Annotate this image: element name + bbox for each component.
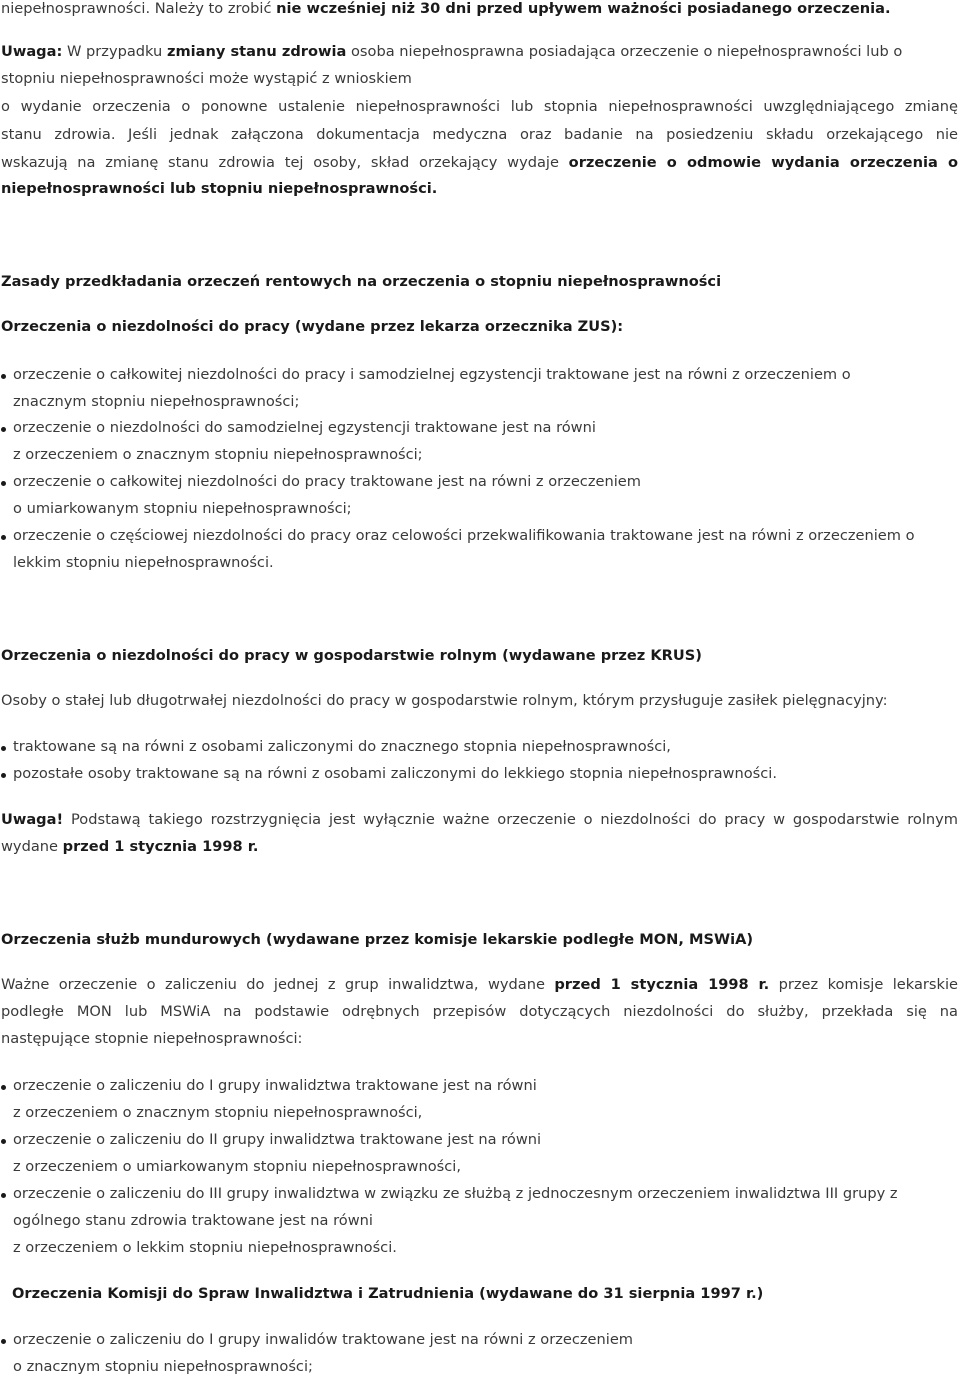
bullet-icon xyxy=(1,1139,6,1144)
zus-heading: Orzeczenia o niezdolności do pracy (wydane przez lekarza orzecznika ZUS): xyxy=(1,318,624,335)
zus-item-2: orzeczenie o niezdolności do samodzielnej egzystencji traktowane jest na równi xyxy=(13,419,596,436)
mon-item-3: orzeczenie o zaliczeniu do III grupy inwalidztwa w związku ze służbą z jednoczesnym orzeczeniem inwalidztwa III grupy z xyxy=(13,1185,898,1202)
bullet-icon xyxy=(1,746,6,751)
krus-item-2: pozostałe osoby traktowane są na równi z osobami zaliczonymi do lekkiego stopnia niepełnosprawności. xyxy=(13,765,777,782)
intro-line-2: Uwaga: W przypadku zmiany stanu zdrowia osoba niepełnosprawna posiadająca orzeczenie o niepełnosprawności lub o xyxy=(1,43,903,60)
zus-item-3: orzeczenie o całkowitej niezdolności do pracy traktowane jest na równi z orzeczeniem xyxy=(13,473,641,490)
intro-line-4: o wydanie orzeczenia o ponowne ustalenie niepełnosprawności lub stopnia niepełnosprawności uwzględniającego zmianę xyxy=(1,98,958,115)
bullet-icon xyxy=(1,1193,6,1198)
krus-item-1: traktowane są na równi z osobami zaliczonymi do znacznego stopnia niepełnosprawności, xyxy=(13,738,671,755)
krus-heading: Orzeczenia o niezdolności do pracy w gospodarstwie rolnym (wydawane przez KRUS) xyxy=(1,647,702,664)
intro-line-6: wskazują na zmianę stanu zdrowia tej osoby, skład orzekający wydaje orzeczenie o odmowie wydania orzeczenia o xyxy=(1,154,959,171)
mon-para-line-1: Ważne orzeczenie o zaliczeniu do jednej z grup inwalidztwa, wydane przed 1 stycznia 1998 r. przez komisje lekarskie xyxy=(1,976,958,993)
mon-item-3-cont: ogólnego stanu zdrowia traktowane jest na równi xyxy=(13,1212,373,1229)
main-heading: Zasady przedkładania orzeczeń rentowych na orzeczenia o stopniu niepełnosprawności xyxy=(1,273,722,290)
bullet-icon xyxy=(1,773,6,778)
mon-item-3-cont-2: z orzeczeniem o lekkim stopniu niepełnosprawności. xyxy=(13,1239,397,1256)
zus-item-2-cont: z orzeczeniem o znacznym stopniu niepełnosprawności; xyxy=(13,446,423,463)
intro-line-1: niepełnosprawności. Należy to zrobić nie wcześniej niż 30 dni przed upływem ważności posiadanego orzeczenia. xyxy=(1,0,891,17)
mon-item-1-cont: z orzeczeniem o znacznym stopniu niepełnosprawności, xyxy=(13,1104,423,1121)
intro-line-5: stanu zdrowia. Jeśli jednak załączona dokumentacja medyczna oraz badanie na posiedzeniu składu orzekającego nie xyxy=(1,126,958,143)
zus-item-1-cont: znacznym stopniu niepełnosprawności; xyxy=(13,393,300,410)
mon-para-line-2: podległe MON lub MSWiA na podstawie odrębnych przepisów dotyczących niezdolności do służby, przekłada się na xyxy=(1,1003,958,1020)
zus-item-4: orzeczenie o częściowej niezdolności do pracy oraz celowości przekwalifikowania traktowane jest na równi z orzeczeniem o xyxy=(13,527,915,544)
bullet-icon xyxy=(1,1085,6,1090)
zus-item-3-cont: o umiarkowanym stopniu niepełnosprawności; xyxy=(13,500,352,517)
mon-item-1: orzeczenie o zaliczeniu do I grupy inwalidztwa traktowane jest na równi xyxy=(13,1077,537,1094)
bullet-icon xyxy=(1,535,6,540)
intro-line-7: niepełnosprawności lub stopniu niepełnosprawności. xyxy=(1,180,438,197)
kiz-item-1-cont: o znacznym stopniu niepełnosprawności; xyxy=(13,1358,313,1375)
intro-line-3: stopniu niepełnosprawności może wystąpić z wnioskiem xyxy=(1,70,412,87)
mon-para-line-3: następujące stopnie niepełnosprawności: xyxy=(1,1030,303,1047)
bullet-icon xyxy=(1,374,6,379)
bullet-icon xyxy=(1,481,6,486)
krus-note-cont: wydane przed 1 stycznia 1998 r. xyxy=(1,838,259,855)
mon-item-2: orzeczenie o zaliczeniu do II grupy inwalidztwa traktowane jest na równi xyxy=(13,1131,542,1148)
zus-item-4-cont: lekkim stopniu niepełnosprawności. xyxy=(13,554,274,571)
krus-intro: Osoby o stałej lub długotrwałej niezdolności do pracy w gospodarstwie rolnym, którym przysługuje zasiłek pielęgnacyjny: xyxy=(1,692,888,709)
krus-note: Uwaga! Podstawą takiego rozstrzygnięcia jest wyłącznie ważne orzeczenie o niezdolności do pracy w gospodarstwie rolnym xyxy=(1,811,958,828)
zus-item-1: orzeczenie o całkowitej niezdolności do pracy i samodzielnej egzystencji traktowane jest na równi z orzeczeniem o xyxy=(13,366,851,383)
kiz-heading: Orzeczenia Komisji do Spraw Inwalidztwa i Zatrudnienia (wydawane do 31 sierpnia 1997 r.) xyxy=(12,1285,764,1302)
mon-item-2-cont: z orzeczeniem o umiarkowanym stopniu niepełnosprawności, xyxy=(13,1158,461,1175)
bullet-icon xyxy=(1,427,6,432)
mon-heading: Orzeczenia służb mundurowych (wydawane przez komisje lekarskie podległe MON, MSWiA) xyxy=(1,931,754,948)
kiz-item-1: orzeczenie o zaliczeniu do I grupy inwalidów traktowane jest na równi z orzeczeniem xyxy=(13,1331,634,1348)
bullet-icon xyxy=(1,1339,6,1344)
